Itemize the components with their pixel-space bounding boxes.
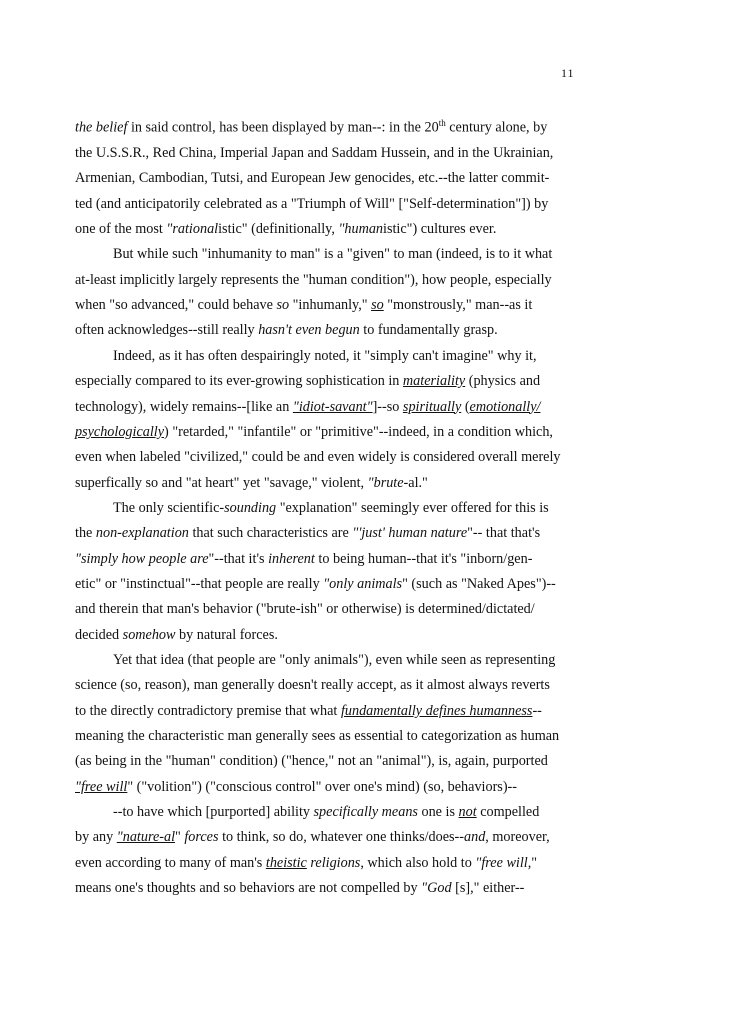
italic-emphasis: "rational	[166, 221, 219, 238]
text-line	[75, 344, 575, 369]
underlined-emphasis: psychologically	[75, 423, 165, 440]
underlined-emphasis: emotionally/	[469, 398, 541, 415]
italic-emphasis: "human	[338, 221, 384, 238]
italic-emphasis: "only animals	[323, 575, 403, 592]
text-line	[75, 293, 575, 318]
text-run: , moreover,	[485, 829, 550, 846]
text-run: technology), widely remains--[like an	[75, 398, 293, 415]
text-run: istic") cultures ever.	[383, 221, 497, 238]
italic-emphasis: "brute	[367, 474, 404, 491]
text-run: to the directly contradictory premise that what	[75, 702, 341, 719]
text-line	[75, 749, 575, 774]
text-line	[75, 724, 575, 749]
italic-emphasis: so	[276, 297, 290, 314]
text-line	[75, 825, 575, 850]
underlined-emphasis: "idiot-savant"	[292, 398, 373, 415]
italic-emphasis: non-explanation	[95, 525, 189, 542]
text-run: ted (and anticipatorily celebrated as a "Triumph of Will" ["Self-determination"]) by	[75, 195, 549, 212]
text-run: science (so, reason), man generally doesn't really accept, as it almost always reverts	[75, 677, 550, 694]
text-run: , which also hold to	[360, 854, 476, 871]
text-line	[75, 268, 575, 293]
body-text	[75, 111, 575, 901]
text-line	[75, 471, 575, 496]
text-run: (as being in the "human" condition) ("hence," not an "animal"), is, again, purported	[75, 753, 548, 770]
text-run: istic" (definitionally,	[218, 221, 339, 238]
text-line	[75, 242, 575, 267]
text-line	[75, 800, 575, 825]
underlined-emphasis: theistic	[265, 854, 307, 871]
text-line	[75, 318, 575, 343]
italic-emphasis: the belief	[75, 119, 128, 136]
text-run: by natural forces.	[175, 626, 278, 643]
text-run: when "so advanced," could behave	[75, 297, 277, 314]
text-run: decided	[75, 626, 123, 643]
text-run: means one's thoughts and so behaviors are not compelled by	[75, 880, 422, 897]
text-line	[75, 572, 575, 597]
text-line	[75, 699, 575, 724]
text-line	[75, 521, 575, 546]
text-run: often acknowledges--still really	[75, 322, 259, 339]
text-run: "explanation" seemingly ever offered for this is	[276, 499, 549, 516]
underlined-emphasis: so	[371, 297, 384, 314]
underlined-emphasis: materiality	[402, 373, 466, 390]
italic-emphasis: specifically means	[313, 804, 418, 821]
text-line	[75, 648, 575, 673]
text-line	[75, 597, 575, 622]
italic-emphasis: forces	[184, 829, 219, 846]
text-run: Yet that idea (that people are "only animals"), even while seen as representing	[113, 651, 556, 668]
underlined-emphasis: "nature-al	[116, 829, 176, 846]
text-run: (	[461, 398, 470, 415]
text-run: "	[175, 829, 185, 846]
text-line	[75, 623, 575, 648]
underlined-emphasis: fundamentally defines humanness	[340, 702, 533, 719]
italic-emphasis: sounding	[224, 499, 277, 516]
text-line	[75, 141, 575, 166]
text-run: in said control, has been displayed by man--: in the 20	[127, 119, 439, 136]
text-line	[75, 192, 575, 217]
text-run: "monstrously," man--as it	[383, 297, 533, 314]
text-run: " (such as "Naked Apes")--	[402, 575, 556, 592]
text-run: Armenian, Cambodian, Tutsi, and European Jew genocides, etc.--the latter commit-	[75, 170, 550, 187]
italic-emphasis: "God	[421, 880, 452, 897]
text-line	[75, 547, 575, 572]
underlined-emphasis: not	[458, 804, 477, 821]
text-line	[75, 876, 575, 901]
text-run: to being human--that it's "inborn/gen-	[314, 550, 533, 567]
underlined-emphasis: "free will	[75, 778, 128, 795]
text-run: "-- that that's	[467, 525, 541, 542]
text-run: even according to many of man's	[75, 854, 266, 871]
text-run: The only scientific-	[113, 499, 225, 516]
text-run: to think, so do, whatever one thinks/does--	[218, 829, 464, 846]
text-run: to fundamentally grasp.	[359, 322, 498, 339]
italic-emphasis: "'just' human nature	[352, 525, 468, 542]
text-run: etic" or "instinctual"--that people are really	[75, 575, 324, 592]
italic-emphasis: somehow	[122, 626, 176, 643]
text-line	[75, 673, 575, 698]
text-run: "--that it's	[208, 550, 269, 567]
text-run: "inhumanly,"	[289, 297, 372, 314]
page-number: 11	[561, 66, 575, 80]
text-run: --	[532, 702, 542, 719]
text-run: and therein that man's behavior ("brute-ish" or otherwise) is determined/dictated/	[75, 601, 535, 618]
text-line	[75, 420, 575, 445]
italic-emphasis: and	[464, 829, 486, 846]
underlined-emphasis: spiritually	[402, 398, 462, 415]
text-run: superfically so and "at heart" yet "savage," violent,	[75, 474, 368, 491]
text-run: ) "retarded," "infantile" or "primitive"--indeed, in a condition which,	[164, 423, 553, 440]
text-line	[75, 851, 575, 876]
text-line	[75, 775, 575, 800]
text-line	[75, 395, 575, 420]
text-run: the U.S.S.R., Red China, Imperial Japan and Saddam Hussein, and in the Ukrainian,	[75, 145, 554, 162]
text-run: by any	[75, 829, 117, 846]
text-run: (physics and	[465, 373, 541, 390]
text-run: century alone, by	[445, 119, 548, 136]
text-line	[75, 217, 575, 242]
italic-emphasis: "free will,	[475, 854, 532, 871]
text-run: --to have which [purported] ability	[113, 804, 314, 821]
text-run: at-least implicitly largely represents the "human condition"), how people, especially	[75, 271, 552, 288]
text-line	[75, 166, 575, 191]
text-run: " ("volition") ("conscious control" over one's mind) (so, behaviors)--	[127, 778, 517, 795]
text-run: "	[531, 854, 538, 871]
text-line	[75, 369, 575, 394]
italic-emphasis: religions	[310, 854, 361, 871]
italic-emphasis: "simply how people are	[75, 550, 209, 567]
text-line	[75, 445, 575, 470]
text-run: compelled	[476, 804, 540, 821]
text-run: Indeed, as it has often despairingly noted, it "simply can't imagine" why it,	[113, 347, 537, 364]
text-run: ]--so	[372, 398, 403, 415]
italic-emphasis: inherent	[268, 550, 315, 567]
text-run: the	[75, 525, 96, 542]
text-run: [s]," either--	[451, 880, 525, 897]
italic-emphasis: hasn't even begun	[258, 322, 360, 339]
text-run: meaning the characteristic man generally sees as essential to categorization as human	[75, 727, 560, 744]
text-run: even when labeled "civilized," could be and even widely is considered overall merely	[75, 449, 561, 466]
text-run: one is	[417, 804, 459, 821]
text-run: one of the most	[75, 221, 167, 238]
text-line	[75, 496, 575, 521]
text-run: -al."	[403, 474, 428, 491]
text-run: especially compared to its ever-growing sophistication in	[75, 373, 403, 390]
text-run: But while such "inhumanity to man" is a "given" to man (indeed, is to it what	[113, 246, 553, 263]
text-line	[75, 111, 575, 141]
text-run: th	[438, 118, 446, 128]
text-run: that such characteristics are	[188, 525, 353, 542]
